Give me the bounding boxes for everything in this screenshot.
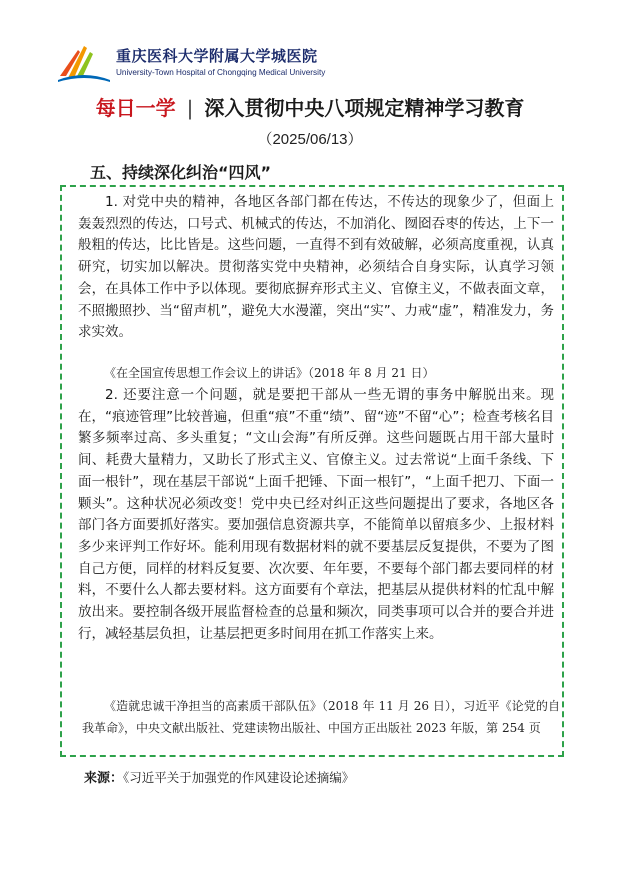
hospital-name-cn: 重庆医科大学附属大学城医院 — [116, 47, 318, 65]
paragraph-1: 1. 对党中央的精神，各地区各部门都在传达，不传达的现象少了，但面上轰轰烈烈的传达，口号式、机械式的传达，不加消化、囫囵吞枣的传达，上下一般粗的传达，比比皆是。这些问题，一直得不到有效破解，必须高度重视，认真研究，切实加以解决。贯彻落实党中央精神，必须结合自身实际，认真学习领会，在具体工作中予以体现。要彻底摒弃形式主义、官僚主义，不做表面文章，不照搬照抄、当“留声机”，避免大水漫灌，突出“实”、力戒“虚”，精准发力，务求实效。 — [78, 194, 554, 341]
title-main: 深入贯彻中央八项规定精神学习教育 — [204, 96, 525, 120]
page-title — [0, 92, 620, 121]
title-separator: | — [186, 96, 194, 120]
publish-date: （2025/06/13） — [257, 131, 363, 148]
hospital-logo — [56, 40, 356, 86]
hospital-name-en: University-Town Hospital of Chongqing Medical University — [116, 68, 326, 77]
source-line — [84, 767, 354, 786]
source-value: 《习近平关于加强党的作风建设论述摘编》 — [123, 770, 355, 785]
section-heading: 五、持续深化纠治“四风” — [90, 163, 272, 182]
hospital-emblem-icon — [56, 40, 112, 86]
citation-1: 《在全国宣传思想工作会议上的讲话》（2018 年 8 月 21 日） — [104, 366, 435, 380]
paragraph-2: 2. 还要注意一个问题，就是要把干部从一些无谓的事务中解脱出来。现在，“痕迹管理”比较普遍，但重“痕”不重“绩”、留“迹”不留“心”；检查考核名目繁多频率过高、多头重复；“文山会海”有所反弹。这些问题既占用干部大量时间、耗费大量精力，又助长了形式主义、官僚主义。过去常说“上面千条线、下面一根针”，现在基层干部说“上面千把锤、下面一根钉”，“上面千把刀、下面一颗头”。这种状况必须改变！党中央已经对纠正这些问题提出了要求，各地区各部门各方面要抓好落实。要加强信息资源共享，不能简单以留痕多少、上报材料多少来评判工作好坏。能利用现有数据材料的就不要基层反复提供，不要为了图自己方便，同样的材料反复要、次次要、年年要，不要每个部门都去要同样的材料，不要什么人都去要材料。这方面要有个章法，把基层从提供材料的忙乱中解放出来。要控制各级开展监督检查的总量和频次，同类事项可以合并的要合并进行，减轻基层负担，让基层把更多时间用在抓工作落实上来。 — [78, 387, 554, 642]
source-label: 来源： — [84, 771, 124, 786]
title-column: 每日一学 — [95, 96, 176, 120]
citation-2: 《造就忠诚干净担当的高素质干部队伍》（2018 年 11 月 26 日），习近平《论党的自我革命》，中央文献出版社、党建读物出版社、中国方正出版社 2023 年版，第 254 页 — [82, 699, 560, 735]
